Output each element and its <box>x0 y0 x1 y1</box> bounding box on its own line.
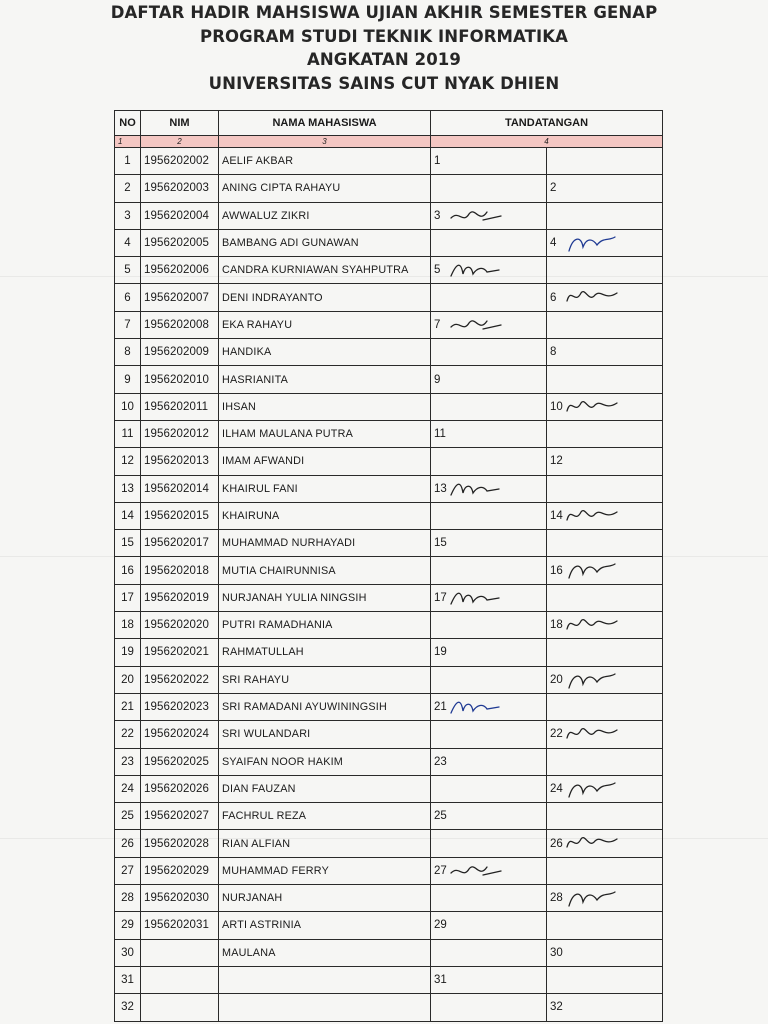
row-nim: 1956202030 <box>141 885 219 912</box>
signature-cell-left <box>431 994 547 1021</box>
row-nim: 1956202015 <box>141 502 219 529</box>
signature-cell-left <box>431 339 547 366</box>
table-row <box>115 448 663 475</box>
row-nama: SRI RAHAYU <box>219 666 431 693</box>
signature-cell-left <box>431 148 547 175</box>
row-nim: 1956202002 <box>141 148 219 175</box>
row-nama: ANING CIPTA RAHAYU <box>219 175 431 202</box>
row-number: 13 <box>115 475 141 502</box>
row-nim: 1956202023 <box>141 693 219 720</box>
header-nim: NIM <box>141 111 219 136</box>
signature-cell-right <box>547 666 663 693</box>
signature-cell-left <box>431 966 547 993</box>
row-nim: 1956202022 <box>141 666 219 693</box>
row-nama: AELIF AKBAR <box>219 148 431 175</box>
signature-number: 28 <box>550 892 563 905</box>
column-index: 1 <box>115 136 141 148</box>
row-number: 30 <box>115 939 141 966</box>
signature-number: 5 <box>434 264 441 277</box>
signature-number: 23 <box>434 755 447 768</box>
row-nama: IHSAN <box>219 393 431 420</box>
row-number: 32 <box>115 994 141 1021</box>
handwritten-signature <box>565 613 619 637</box>
row-number: 19 <box>115 639 141 666</box>
row-nama: SYAIFAN NOOR HAKIM <box>219 748 431 775</box>
row-number: 31 <box>115 966 141 993</box>
signature-cell-left <box>431 448 547 475</box>
row-number: 25 <box>115 803 141 830</box>
row-number: 14 <box>115 502 141 529</box>
row-number: 23 <box>115 748 141 775</box>
row-nama: BAMBANG ADI GUNAWAN <box>219 229 431 256</box>
row-number: 8 <box>115 339 141 366</box>
table-row <box>115 830 663 857</box>
signature-number: 17 <box>434 591 447 604</box>
signature-number: 11 <box>434 428 446 441</box>
signature-number: 13 <box>434 482 447 495</box>
signature-cell-left <box>431 530 547 557</box>
signature-cell-left <box>431 420 547 447</box>
signature-number: 12 <box>550 455 563 468</box>
row-nama: PUTRI RAMADHANIA <box>219 612 431 639</box>
table-row <box>115 748 663 775</box>
row-number: 2 <box>115 175 141 202</box>
table-row <box>115 584 663 611</box>
signature-number: 6 <box>550 291 557 304</box>
column-index-row <box>115 136 663 148</box>
signature-cell-right <box>547 612 663 639</box>
row-nim: 1956202008 <box>141 311 219 338</box>
signature-cell-right <box>547 339 663 366</box>
signature-number: 27 <box>434 864 447 877</box>
row-number: 20 <box>115 666 141 693</box>
row-nama: MAULANA <box>219 939 431 966</box>
signature-number: 9 <box>434 373 441 386</box>
row-nim: 1956202029 <box>141 857 219 884</box>
column-index: 3 <box>219 136 431 148</box>
signature-cell-right <box>547 912 663 939</box>
row-number: 7 <box>115 311 141 338</box>
handwritten-signature <box>449 204 503 228</box>
row-nim: 1956202021 <box>141 639 219 666</box>
signature-cell-left <box>431 229 547 256</box>
signature-number: 2 <box>550 182 557 195</box>
table-row <box>115 666 663 693</box>
row-nim: 1956202012 <box>141 420 219 447</box>
signature-cell-left <box>431 639 547 666</box>
row-number: 3 <box>115 202 141 229</box>
signature-cell-right <box>547 530 663 557</box>
signature-number: 32 <box>550 1001 563 1014</box>
table-row <box>115 612 663 639</box>
signature-cell-left <box>431 939 547 966</box>
handwritten-signature <box>565 558 619 582</box>
signature-cell-right <box>547 584 663 611</box>
signature-number: 24 <box>550 782 563 795</box>
row-number: 4 <box>115 229 141 256</box>
signature-cell-left <box>431 748 547 775</box>
signature-cell-left <box>431 775 547 802</box>
signature-number: 19 <box>434 646 447 659</box>
table-row <box>115 175 663 202</box>
table-row <box>115 311 663 338</box>
row-nama: EKA RAHAYU <box>219 311 431 338</box>
signature-cell-left <box>431 284 547 311</box>
row-nim: 1956202027 <box>141 803 219 830</box>
row-number: 15 <box>115 530 141 557</box>
signature-cell-right <box>547 966 663 993</box>
row-nim: 1956202009 <box>141 339 219 366</box>
row-nama: SRI WULANDARI <box>219 721 431 748</box>
attendance-table <box>114 110 663 1022</box>
row-number: 12 <box>115 448 141 475</box>
signature-cell-right <box>547 284 663 311</box>
table-row <box>115 339 663 366</box>
signature-cell-left <box>431 202 547 229</box>
signature-cell-right <box>547 502 663 529</box>
row-nim: 1956202013 <box>141 448 219 475</box>
handwritten-signature <box>565 777 619 801</box>
row-nim: 1956202004 <box>141 202 219 229</box>
row-nama <box>219 994 431 1021</box>
signature-cell-left <box>431 311 547 338</box>
signature-cell-left <box>431 885 547 912</box>
row-nama: ARTI ASTRINIA <box>219 912 431 939</box>
signature-cell-left <box>431 502 547 529</box>
signature-number: 16 <box>550 564 563 577</box>
signature-number: 3 <box>434 209 441 222</box>
row-nim: 1956202005 <box>141 229 219 256</box>
header-no: NO <box>115 111 141 136</box>
row-nim: 1956202017 <box>141 530 219 557</box>
table-row <box>115 994 663 1021</box>
handwritten-signature <box>565 231 619 255</box>
signature-cell-right <box>547 721 663 748</box>
row-nama: CANDRA KURNIAWAN SYAHPUTRA <box>219 257 431 284</box>
row-number: 18 <box>115 612 141 639</box>
handwritten-signature <box>565 722 619 746</box>
handwritten-signature <box>449 695 503 719</box>
table-body <box>115 148 663 1022</box>
row-nama: MUHAMMAD NURHAYADI <box>219 530 431 557</box>
signature-cell-right <box>547 939 663 966</box>
handwritten-signature <box>449 258 503 282</box>
signature-cell-right <box>547 448 663 475</box>
table-row <box>115 284 663 311</box>
table-row <box>115 939 663 966</box>
row-nim <box>141 939 219 966</box>
table-row <box>115 148 663 175</box>
row-nim <box>141 994 219 1021</box>
table-row <box>115 885 663 912</box>
row-nama: DIAN FAUZAN <box>219 775 431 802</box>
column-index: 4 <box>431 136 663 148</box>
table-row <box>115 803 663 830</box>
table-row <box>115 721 663 748</box>
row-nim: 1956202003 <box>141 175 219 202</box>
row-nama: HASRIANITA <box>219 366 431 393</box>
title-line-3: ANGKATAN 2019 <box>307 50 461 69</box>
signature-number: 30 <box>550 946 563 959</box>
signature-cell-right <box>547 885 663 912</box>
row-nim: 1956202025 <box>141 748 219 775</box>
table-row <box>115 229 663 256</box>
signature-cell-right <box>547 803 663 830</box>
signature-cell-left <box>431 666 547 693</box>
row-nama: RIAN ALFIAN <box>219 830 431 857</box>
signature-cell-left <box>431 175 547 202</box>
signature-cell-left <box>431 721 547 748</box>
signature-number: 20 <box>550 673 563 686</box>
signature-cell-right <box>547 420 663 447</box>
row-number: 16 <box>115 557 141 584</box>
table-row <box>115 639 663 666</box>
handwritten-signature <box>565 395 619 419</box>
title-line-2: PROGRAM STUDI TEKNIK INFORMATIKA <box>200 26 568 46</box>
signature-cell-right <box>547 693 663 720</box>
row-number: 6 <box>115 284 141 311</box>
signature-number: 25 <box>434 810 447 823</box>
signature-number: 18 <box>550 619 563 632</box>
table-row <box>115 775 663 802</box>
signature-cell-right <box>547 148 663 175</box>
row-nim: 1956202028 <box>141 830 219 857</box>
handwritten-signature <box>565 504 619 528</box>
row-nama <box>219 966 431 993</box>
table-row <box>115 393 663 420</box>
table-row <box>115 475 663 502</box>
table-row <box>115 420 663 447</box>
signature-cell-left <box>431 912 547 939</box>
column-index: 2 <box>141 136 219 148</box>
signature-number: 1 <box>434 155 441 168</box>
signature-cell-right <box>547 257 663 284</box>
row-number: 22 <box>115 721 141 748</box>
signature-number: 29 <box>434 919 447 932</box>
header-tandatangan: TANDATANGAN <box>431 111 663 136</box>
signature-number: 31 <box>434 974 447 987</box>
row-nim: 1956202031 <box>141 912 219 939</box>
row-nama: ILHAM MAULANA PUTRA <box>219 420 431 447</box>
signature-cell-right <box>547 748 663 775</box>
table-row <box>115 966 663 993</box>
row-number: 9 <box>115 366 141 393</box>
handwritten-signature <box>449 477 503 501</box>
handwritten-signature <box>565 285 619 309</box>
signature-cell-left <box>431 693 547 720</box>
signature-number: 14 <box>550 510 563 522</box>
row-nim: 1956202024 <box>141 721 219 748</box>
signature-number: 7 <box>434 318 441 331</box>
row-nama: DENI INDRAYANTO <box>219 284 431 311</box>
signature-cell-right <box>547 175 663 202</box>
signature-cell-right <box>547 393 663 420</box>
row-nim: 1956202014 <box>141 475 219 502</box>
row-number: 27 <box>115 857 141 884</box>
table-row <box>115 366 663 393</box>
title-line-4: UNIVERSITAS SAINS CUT NYAK DHIEN <box>208 73 560 93</box>
row-nama: SRI RAMADANI AYUWININGSIH <box>219 693 431 720</box>
row-nim: 1956202011 <box>141 393 219 420</box>
signature-cell-left <box>431 830 547 857</box>
table-header-row <box>115 111 663 136</box>
row-number: 28 <box>115 885 141 912</box>
signature-cell-left <box>431 475 547 502</box>
signature-cell-right <box>547 311 663 338</box>
row-nim: 1956202026 <box>141 775 219 802</box>
row-nama: MUHAMMAD FERRY <box>219 857 431 884</box>
signature-cell-left <box>431 584 547 611</box>
row-number: 24 <box>115 775 141 802</box>
signature-cell-left <box>431 857 547 884</box>
row-nama: IMAM AFWANDI <box>219 448 431 475</box>
table-row <box>115 912 663 939</box>
row-nama: RAHMATULLAH <box>219 639 431 666</box>
row-nim: 1956202018 <box>141 557 219 584</box>
table-row <box>115 257 663 284</box>
table-row <box>115 502 663 529</box>
table-row <box>115 857 663 884</box>
signature-cell-left <box>431 257 547 284</box>
row-nama: AWWALUZ ZIKRI <box>219 202 431 229</box>
signature-cell-left <box>431 612 547 639</box>
row-number: 29 <box>115 912 141 939</box>
signature-cell-right <box>547 229 663 256</box>
row-number: 21 <box>115 693 141 720</box>
signature-cell-right <box>547 830 663 857</box>
row-nama: NURJANAH <box>219 885 431 912</box>
row-number: 11 <box>115 420 141 447</box>
row-number: 5 <box>115 257 141 284</box>
signature-number: 15 <box>434 537 447 550</box>
signature-cell-right <box>547 202 663 229</box>
table-row <box>115 557 663 584</box>
table-row <box>115 202 663 229</box>
signature-cell-right <box>547 475 663 502</box>
row-nama: NURJANAH YULIA NINGSIH <box>219 584 431 611</box>
row-number: 26 <box>115 830 141 857</box>
handwritten-signature <box>449 586 503 610</box>
document-title <box>0 0 768 95</box>
row-nama: KHAIRUL FANI <box>219 475 431 502</box>
row-nim: 1956202019 <box>141 584 219 611</box>
handwritten-signature <box>565 668 619 692</box>
row-nim: 1956202006 <box>141 257 219 284</box>
signature-cell-right <box>547 639 663 666</box>
row-nama: HANDIKA <box>219 339 431 366</box>
handwritten-signature <box>449 313 503 337</box>
handwritten-signature <box>449 859 503 883</box>
signature-number: 22 <box>550 728 563 741</box>
row-nama: FACHRUL REZA <box>219 803 431 830</box>
title-line-1: DAFTAR HADIR MAHSISWA UJIAN AKHIR SEMESTER GENAP <box>110 3 658 22</box>
signature-number: 21 <box>434 701 447 714</box>
row-nama: KHAIRUNA <box>219 502 431 529</box>
row-nim: 1956202010 <box>141 366 219 393</box>
row-nama: MUTIA CHAIRUNNISA <box>219 557 431 584</box>
row-nim <box>141 966 219 993</box>
row-number: 1 <box>115 148 141 175</box>
signature-number: 8 <box>550 346 557 359</box>
signature-number: 10 <box>550 400 563 413</box>
signature-cell-right <box>547 775 663 802</box>
signature-cell-right <box>547 994 663 1021</box>
signature-number: 4 <box>550 237 557 250</box>
row-number: 17 <box>115 584 141 611</box>
signature-cell-left <box>431 366 547 393</box>
signature-cell-left <box>431 803 547 830</box>
header-nama: NAMA MAHASISWA <box>219 111 431 136</box>
row-nim: 1956202007 <box>141 284 219 311</box>
table-row <box>115 530 663 557</box>
row-nim: 1956202020 <box>141 612 219 639</box>
row-number: 10 <box>115 393 141 420</box>
signature-cell-right <box>547 366 663 393</box>
signature-cell-left <box>431 393 547 420</box>
signature-cell-right <box>547 557 663 584</box>
handwritten-signature <box>565 886 619 910</box>
handwritten-signature <box>565 831 619 855</box>
signature-cell-right <box>547 857 663 884</box>
table-row <box>115 693 663 720</box>
signature-cell-left <box>431 557 547 584</box>
signature-number: 26 <box>550 837 563 850</box>
